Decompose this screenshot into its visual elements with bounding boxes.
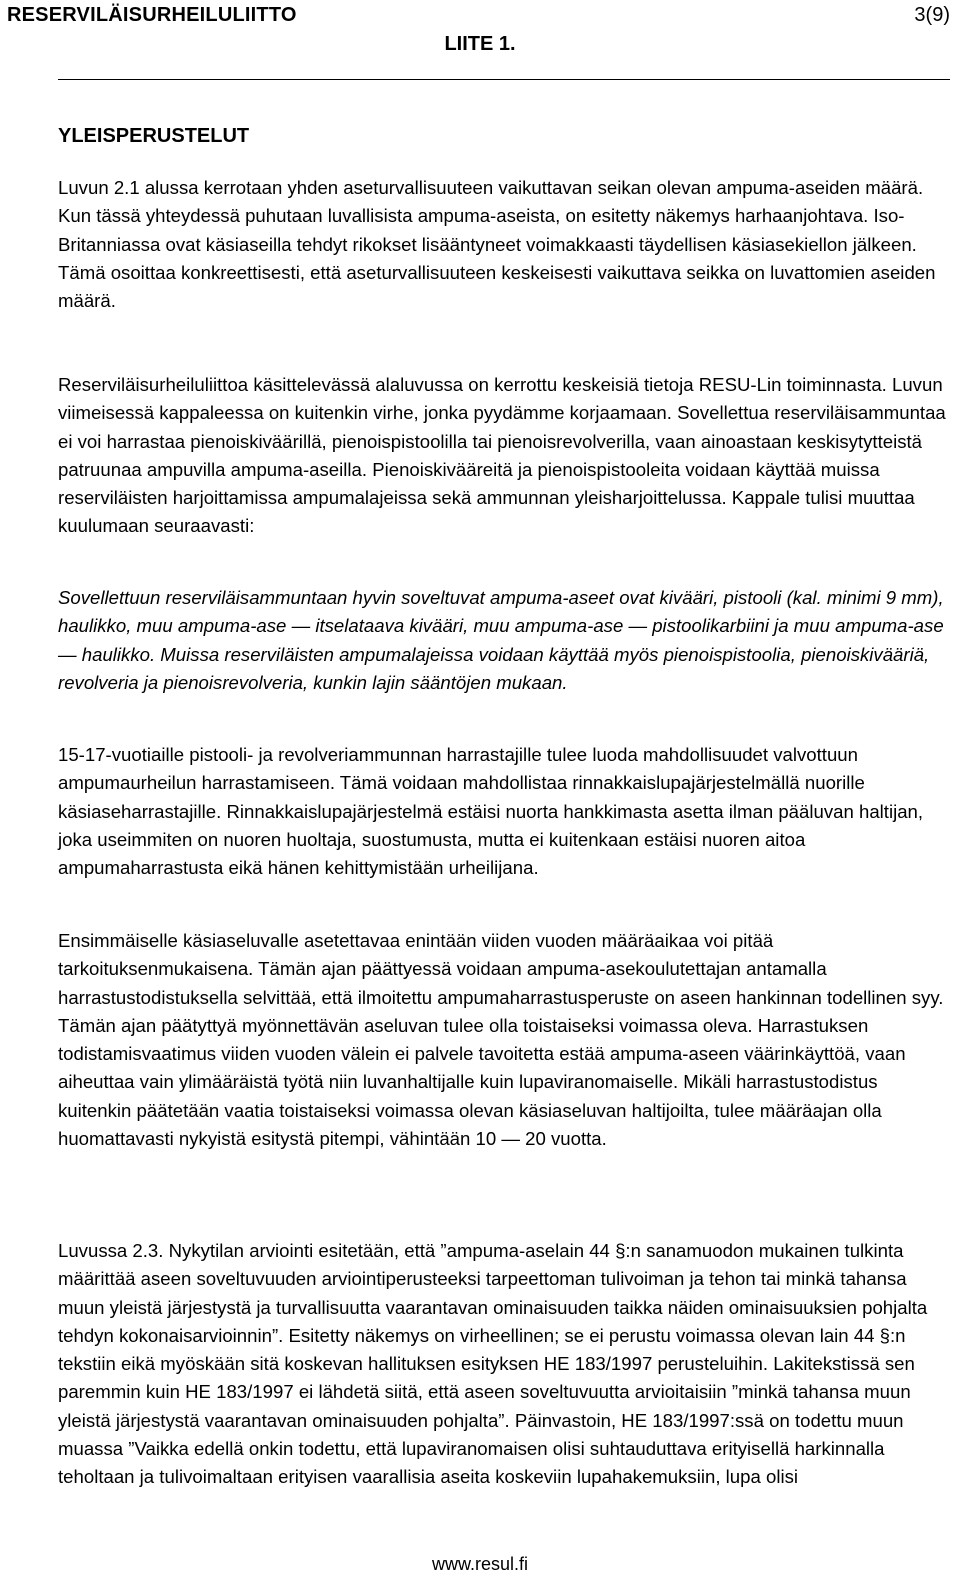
paragraph-6: Luvussa 2.3. Nykytilan arviointi esitetään, että ”ampuma-aselain 44 §:n sanamuodon mukainen tulkinta määrittää aseen soveltuvuuden arviointiperusteeksi tarpeettoman tulivoiman ja tehon tai minkä tahansa muun yleistä järjestystä ja turvallisuutta vaarantavan ominaisuuden taikka näiden ominaisuuksien pohjalta tehdyn kokonaisarvioinnin”. Esitetty näkemys on virheellinen; se ei perustu voimassa olevan lain 44 §:n tekstiin eikä myöskään sitä koskevan hallituksen esityksen HE 183/1997 perusteluihin. Lakitekstissä sen paremmin kuin HE 183/1997 ei lähdetä siitä, että aseen soveltuvuutta arvioitaisiin ”minkä tahansa muun yleistä järjestystä vaarantavan ominaisuuden pohjalta”. Päinvastoin, HE 183/1997:ssä on todettu muun muassa ”Vaikka edellä onkin todettu, että lupaviranomaisen olisi suhtauduttava erityisellä harkinnalla teholtaan ja tulivoimaltaan erityisen vaarallisia aseita koskeviin lupahakemuksiin, lupa olisi	[58, 1240, 928, 1488]
header-divider	[58, 79, 950, 80]
paragraph-5: Ensimmäiselle käsiaseluvalle asetettavaa enintään viiden vuoden määräaikaa voi pitää tarkoituksenmukaisena. Tämän ajan päättyessä voidaan ampuma-asekoulutettajan antamalla harrastustodistuksella selvittää, että ilmoitettu ampumaharrastusperuste on aseen hankinnan todellinen syy. Tämän ajan päätyttyä myönnettävän aseluvan tulee olla toistaiseksi voimassa oleva. Harrastuksen todistamisvaatimus viiden vuoden välein ei palvele tavoitetta estää ampuma-aseen väärinkäyttöä, vaan aiheuttaa vain ylimääräistä työtä niin luvanhaltijalle kuin lupaviranomaiselle. Mikäli harrastustodistus kuitenkin päätetään vaatia toistaiseksi voimassa olevan käsiaseluvan haltijoilta, tulee määräajan olla huomattavasti nykyistä esitystä pitempi, vähintään 10 — 20 vuotta.	[58, 930, 944, 1150]
paragraph-2: Reserviläisurheiluliittoa käsittelevässä alaluvussa on kerrottu keskeisiä tietoja RESU-Lin toiminnasta. Luvun viimeisessä kappaleessa on kuitenkin virhe, jonka pyydämme korjaamaan. Sovellettua reserviläisammuntaa ei voi harrastaa pienoiskiväärillä, pienoispistoolilla tai pienoisrevolverilla, vaan ainoastaan keskisytytteistä patruunaa ampuvilla ampuma-aseilla. Pienoiskivääreitä ja pienoispistooleita voidaan käyttää muissa reserviläisten harjoittamissa ampumalajeissa sekä ammunnan yleisharjoittelussa. Kappale tulisi muuttaa kuulumaan seuraavasti:	[58, 374, 946, 537]
header-annex-label: LIITE 1.	[444, 33, 516, 55]
header-page-number: 3(9)	[914, 4, 950, 26]
header-organization: RESERVILÄISURHEILULIITTO	[7, 4, 297, 26]
proposed-text-paragraph: Sovellettuun reserviläisammuntaan hyvin soveltuvat ampuma-aseet ovat kivääri, pistooli (kal. minimi 9 mm), haulikko, muu ampuma-ase — itselataava kivääri, muu ampuma-ase — pistoolikarbiini ja muu ampuma-ase — haulikko. Muissa reserviläisten ampumalajeissa voidaan käyttää myös pienoispistoolia, pienoiskivääriä, revolveria ja pienoisrevolveria, kunkin lajin sääntöjen mukaan.	[58, 587, 944, 693]
section-title: YLEISPERUSTELUT	[58, 125, 250, 147]
paragraph-1: Luvun 2.1 alussa kerrotaan yhden aseturvallisuuteen vaikuttavan seikan olevan ampuma-aseiden määrä. Kun tässä yhteydessä puhutaan luvallisista ampuma-aseista, on esitetty näkemys harhaanjohtava. Iso-Britanniassa ovat käsiaseilla tehdyt rikokset lisääntyneet voimakkaasti täydellisen käsiasekiellon jälkeen. Tämä osoittaa konkreettisesti, että aseturvallisuuteen keskeisesti vaikuttava seikka on luvattomien aseiden määrä.	[58, 177, 936, 312]
footer-website: www.resul.fi	[431, 1554, 529, 1574]
paragraph-4: 15-17-vuotiaille pistooli- ja revolveriammunnan harrastajille tulee luoda mahdollisuudet valvottuun ampumaurheilun harrastamiseen. Tämä voidaan mahdollistaa rinnakkaislupajärjestelmällä nuorille käsiaseharrastajille. Rinnakkaislupajärjestelmä estäisi nuorta hankkimasta asetta ilman pääluvan haltijan, joka useimmiten on nuoren huoltaja, suostumusta, mutta ei kuitenkaan estäisi nuoren aitoa ampumaharrastusta eikä hänen kehittymistään urheilijana.	[58, 744, 924, 879]
